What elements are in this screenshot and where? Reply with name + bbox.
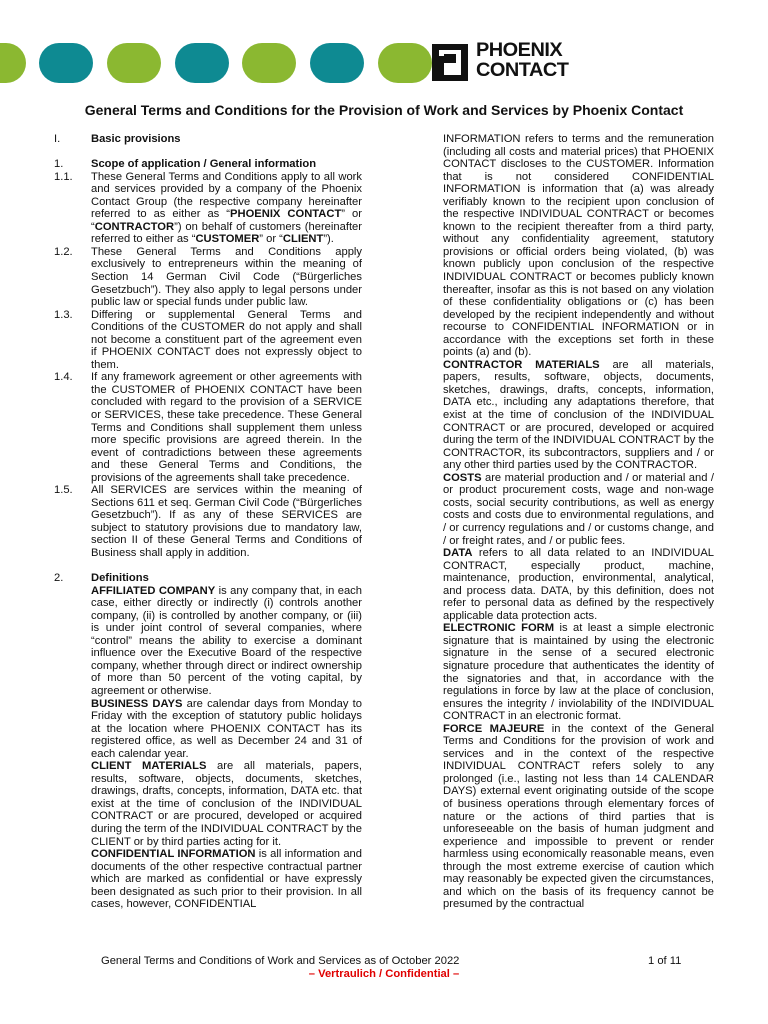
definition-force-majeure: FORCE MAJEURE in the context of the General Terms and Conditions for the provision of work and services and in the context of the respective INDIVIDUAL CONTRACT refers solely to any prolonged (i.e., lasting not less than 14 CALENDAR DAYS) external event originating outside of the scope of business operations through elementary forces of nature or the actions of third parties that is unforeseeable on the basis of human judgment and experience and impossible to prevent or render harmless using economically reasonable means, even through the most extreme exercise of caution which may reasonably be expected given the circumstances, and which on the basis of its frequency cannot be presumed by the contractual xyxy=(443,722,714,911)
clause-number: 1.4. xyxy=(54,371,73,384)
subsection-number: 2. xyxy=(54,572,64,585)
clause-number: 1.5. xyxy=(54,484,73,497)
subsection-number: 1. xyxy=(54,158,64,171)
confidential-label: – Vertraulich / Confidential – xyxy=(308,968,460,980)
logo-line-2: CONTACT xyxy=(476,60,569,81)
clause-text: All SERVICES are services within the meaning of Sections 611 et seq. German Civil Code (“Bürgerliches Gesetzbuch”). If as any of these SERVICES are subject to statutory provisions due to mandatory law, section II of these General Terms and Conditions of Business shall apply in addition. xyxy=(91,484,362,559)
header-dot-band xyxy=(0,0,768,100)
clause-text: These General Terms and Conditions apply exclusively to entrepreneurs within the meaning of Section 14 German Civil Code (“Bürgerliches Gesetzbuch”). They also apply to legal persons under public law or special funds under public law. xyxy=(91,245,362,309)
decor-dot xyxy=(0,43,26,83)
clause-1-2 xyxy=(54,246,362,309)
definition-confidential-information: CONFIDENTIAL INFORMATION is all information and documents of the other respective contractual partner which are marked as confidential or have expressly been designated as such prior to their provision. In all cases, however, CONFIDENTIAL xyxy=(91,848,362,911)
footer-text: General Terms and Conditions of Work and Services as of October 2022 xyxy=(101,955,460,967)
page-title: General Terms and Conditions for the Provision of Work and Services by Phoenix Contact xyxy=(84,102,684,118)
definition-electronic-form: ELECTRONIC FORM is at least a simple electronic signature that is maintained by using the electronic signature in the sense of a secured electronic signature procedure that authenticates the identity of the signatories and that, in accordance with the regulations in force by law at the place of conclusion, ensures the integrity / inviolability of the INDIVIDUAL CONTRACT in an electronic format. xyxy=(443,622,715,723)
clause-1-1 xyxy=(54,171,362,246)
logo-line-1: PHOENIX xyxy=(476,40,563,61)
decor-dot xyxy=(39,43,93,83)
left-column xyxy=(54,133,362,911)
definition-client-materials: CLIENT MATERIALS are all materials, papers, results, software, objects, documents, sketches, drawings, drafts, concepts, information, DATA etc. that exist at the time of conclusion of the INDIVIDUAL CONTRACT or are procured, developed or acquired during the term of the INDIVIDUAL CONTRACT by the CLIENT or by third parties acting for it. xyxy=(91,760,362,848)
definition-affiliated-company: AFFILIATED COMPANY is any company that, in each case, either directly or indirectly (i) controls another company, (ii) is controlled by another company, or (iii) is under joint control of several companies, where “control” means the ability to exercise a dominant influence over the Executive Board of the respective company, whether through direct or indirect ownership of more than 50 percent of the voting capital, by agreement or otherwise. xyxy=(91,584,362,697)
subsection-title: Definitions xyxy=(91,572,149,585)
section-heading xyxy=(54,133,362,146)
definition-costs: COSTS are material production and / or material and / or product procurement costs, wage and non-wage costs, social security contributions, as well as energy costs and costs due to environmental regulations, and / or currency regulations and / or customs change, and / or freight rates, and / or public fees. xyxy=(443,471,714,547)
clause-text: Differing or supplemental General Terms and Conditions of the CUSTOMER do not apply and shall not become a constituent part of the agreement even if PHOENIX CONTACT does not expressly object to them. xyxy=(91,308,362,371)
clause-number: 1.2. xyxy=(54,245,73,258)
definition-business-days: BUSINESS DAYS are calendar days from Monday to Friday with the exception of statutory public holidays at the location where PHOENIX CONTACT has its registered office, as well as December 24 and 31 of each calendar year. xyxy=(91,697,362,760)
clause-text: If any framework agreement or other agreements with the CUSTOMER of PHOENIX CONTACT have been concluded with regard to the provision of a SERVICE or SERVICES, these take precedence. These General Terms and Conditions shall supplement them unless more specific provisions are agreed therein. In the event of contradictions between these agreements and these General Terms and Conditions, the provisions of the agreements shall take precedence. xyxy=(91,371,362,484)
clause-1-5 xyxy=(54,484,362,559)
section-number: I. xyxy=(54,133,61,145)
section-title: Basic provisions xyxy=(91,133,181,145)
clause-1-3 xyxy=(54,309,362,372)
decor-dot xyxy=(242,43,296,83)
clause-number: 1.3. xyxy=(54,308,73,321)
subsection-title: Scope of application / General information xyxy=(91,158,317,171)
decor-dot xyxy=(378,43,432,83)
definition-contractor-materials: CONTRACTOR MATERIALS are all materials, papers, results, software, objects, documents, sketches, drawings, drafts, concepts, information, DATA etc., including any adaptations therefore, that exist at the time of conclusion of the INDIVIDUAL CONTRACT or are procured, developed or acquired during the term of the INDIVIDUAL CONTRACT by the CONTRACTOR, its subcontractors, suppliers and / or any other third parties used by the CONTRACTOR. xyxy=(443,358,714,472)
decor-dot xyxy=(310,43,364,83)
subsection-heading xyxy=(54,572,362,585)
definition-confidential-continued: INFORMATION refers to terms and the remuneration (including all costs and material prices) that PHOENIX CONTACT discloses to the CUSTOMER. Information that is not considered CONFIDENTIAL INFORMATION is information that (a) was already verifiably known to the recipient upon conclusion of the respective INDIVIDUAL CONTRACT or becomes known to the recipient thereafter from a third party, without any confidentiality agreement, statutory provisions or official orders being violated, (b) was known publicly upon conclusion of the respective INDIVIDUAL CONTRACT or becomes publicly known thereafter, insofar as this is not based on any violation of these confidentiality obligations or (c) has been developed by the recipient independently and without recourse to CONFIDENTIAL INFORMATION or in accordance with the exceptions set forth in these points (a) and (b). xyxy=(443,133,714,359)
decor-dot xyxy=(107,43,161,83)
logo-wordmark xyxy=(476,41,568,81)
definition-data: DATA refers to all data related to an INDIVIDUAL CONTRACT, especially product, machine, maintenance, production, environmental, analytical, and process data. DATA, by this definition, does not refer to personal data as defined by the respectively applicable data protection acts. xyxy=(443,547,714,622)
decor-dot xyxy=(175,43,229,83)
clause-number: 1.1. xyxy=(54,170,73,183)
clause-text: These General Terms and Conditions apply to all work and services provided by a company of the Phoenix Contact Group (the respective company hereinafter referred to as either as “PHOENIX CONTACT” or “CONTRACTOR”) on behalf of customers (hereinafter referred to either as “CUSTOMER” or “CLIENT”). xyxy=(91,170,362,246)
page-number: 1 of 11 xyxy=(648,955,682,967)
clause-1-4 xyxy=(54,371,362,484)
right-column xyxy=(443,133,714,911)
subsection-heading xyxy=(54,158,362,171)
